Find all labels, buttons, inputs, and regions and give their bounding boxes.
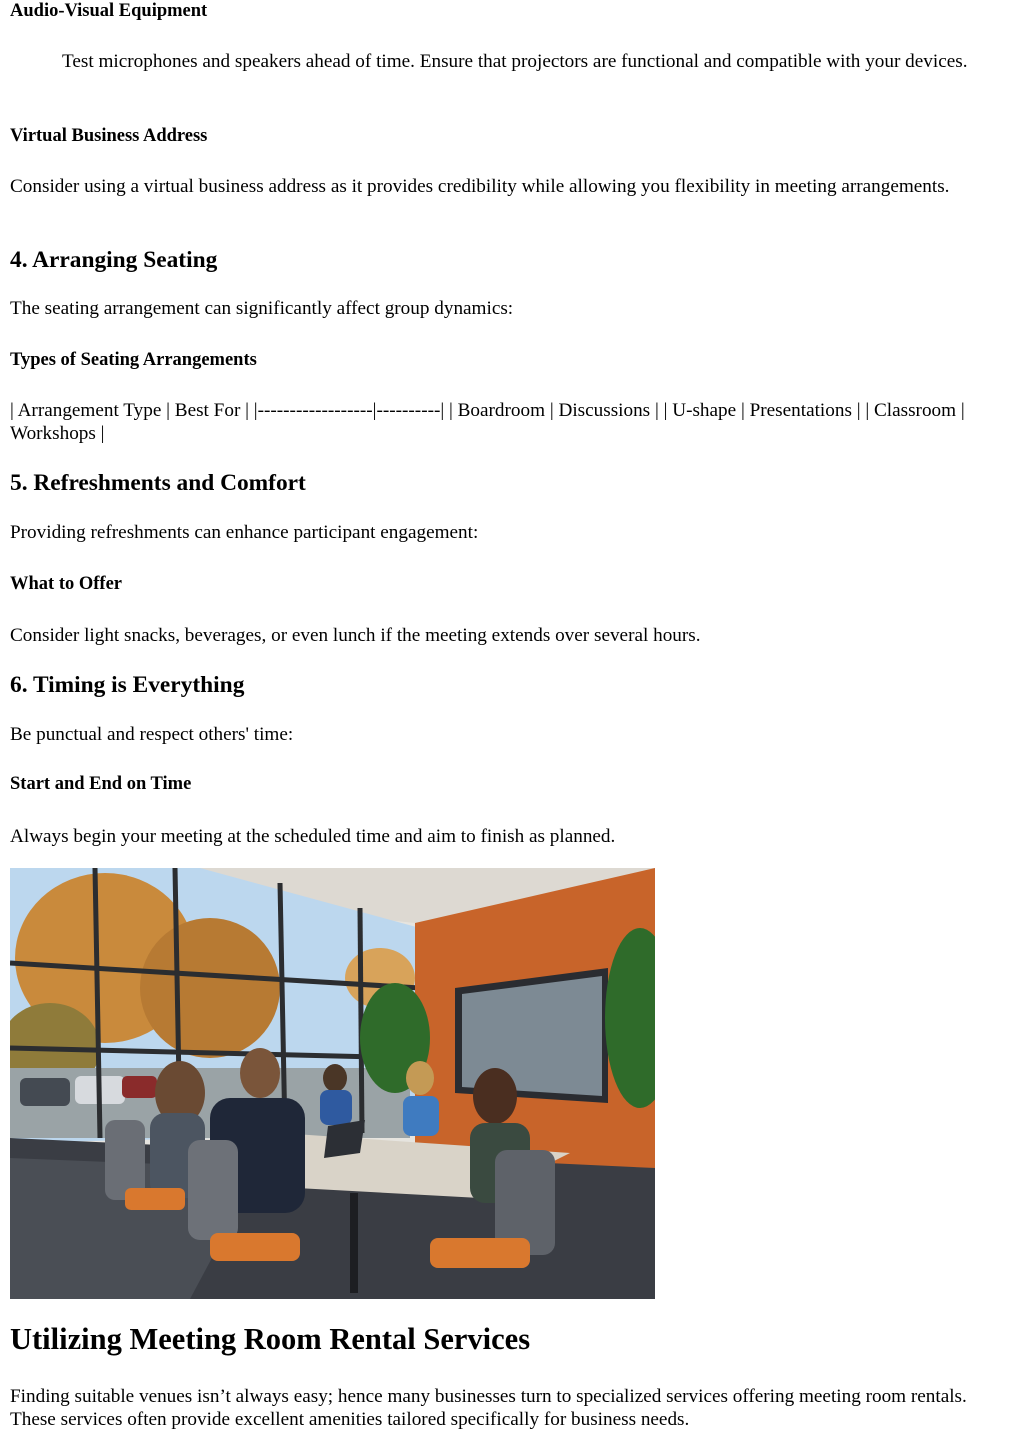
vba-heading	[10, 125, 207, 148]
seating-table-paragraph: | Arrangement Type | Best For | |------------------|----------| | Boardroom | Discussions | | U-shape | Presentations | | Classroom | Workshops |	[10, 400, 965, 444]
start-text	[10, 825, 1000, 848]
seating-heading-text: 4. Arranging Seating	[10, 247, 218, 273]
av-text	[62, 50, 982, 73]
table-leg-icon	[350, 1193, 358, 1293]
seating-intro-paragraph: The seating arrangement can significantly affect group dynamics:	[10, 298, 514, 319]
seating-types-heading-text: Types of Seating Arrangements	[10, 350, 257, 370]
start-heading-text: Start and End on Time	[10, 774, 192, 794]
seating-table-text	[10, 399, 995, 445]
timing-intro	[10, 723, 1000, 746]
refresh-intro-paragraph: Providing refreshments can enhance participant engagement:	[10, 522, 479, 543]
timing-heading-text: 6. Timing is Everything	[10, 672, 245, 698]
rental-paragraph: Finding suitable venues isn’t always easy; hence many businesses turn to specialized services offering meeting room rentals. These services often provide excellent amenities tailored specifically for business needs.	[10, 1386, 967, 1430]
refresh-heading	[10, 469, 306, 497]
av-heading	[10, 0, 207, 23]
offer-paragraph: Consider light snacks, beverages, or even lunch if the meeting extends over several hours.	[10, 625, 701, 646]
timing-heading	[10, 671, 244, 699]
meeting-room-illustration	[10, 868, 655, 1299]
refresh-heading-text: 5. Refreshments and Comfort	[10, 470, 306, 496]
vba-paragraph: Consider using a virtual business address as it provides credibility while allowing you flexibility in meeting arrangements.	[10, 176, 950, 197]
tree-foliage-icon-2	[140, 918, 280, 1058]
car-icon	[20, 1078, 70, 1106]
seating-intro	[10, 297, 1000, 320]
offer-heading-text: What to Offer	[10, 574, 122, 594]
vba-heading-text: Virtual Business Address	[10, 126, 208, 146]
seating-heading	[10, 246, 217, 274]
rental-text	[10, 1385, 1000, 1431]
av-heading-text: Audio-Visual Equipment	[10, 1, 208, 21]
rental-heading-text: Utilizing Meeting Room Rental Services	[10, 1322, 531, 1356]
refresh-intro	[10, 521, 1000, 544]
timing-intro-paragraph: Be punctual and respect others' time:	[10, 724, 294, 745]
start-paragraph: Always begin your meeting at the scheduled time and aim to finish as planned.	[10, 826, 616, 847]
offer-text	[10, 624, 1000, 647]
meeting-room-photo	[10, 868, 655, 1299]
start-heading	[10, 773, 191, 796]
laptop-icon	[324, 1120, 365, 1158]
av-paragraph: Test microphones and speakers ahead of time. Ensure that projectors are functional and compatible with your devices.	[62, 51, 968, 72]
rental-heading	[10, 1321, 530, 1357]
vba-text	[10, 175, 950, 198]
car-icon-3	[122, 1076, 157, 1098]
seating-types-heading	[10, 349, 257, 372]
offer-heading	[10, 573, 122, 596]
